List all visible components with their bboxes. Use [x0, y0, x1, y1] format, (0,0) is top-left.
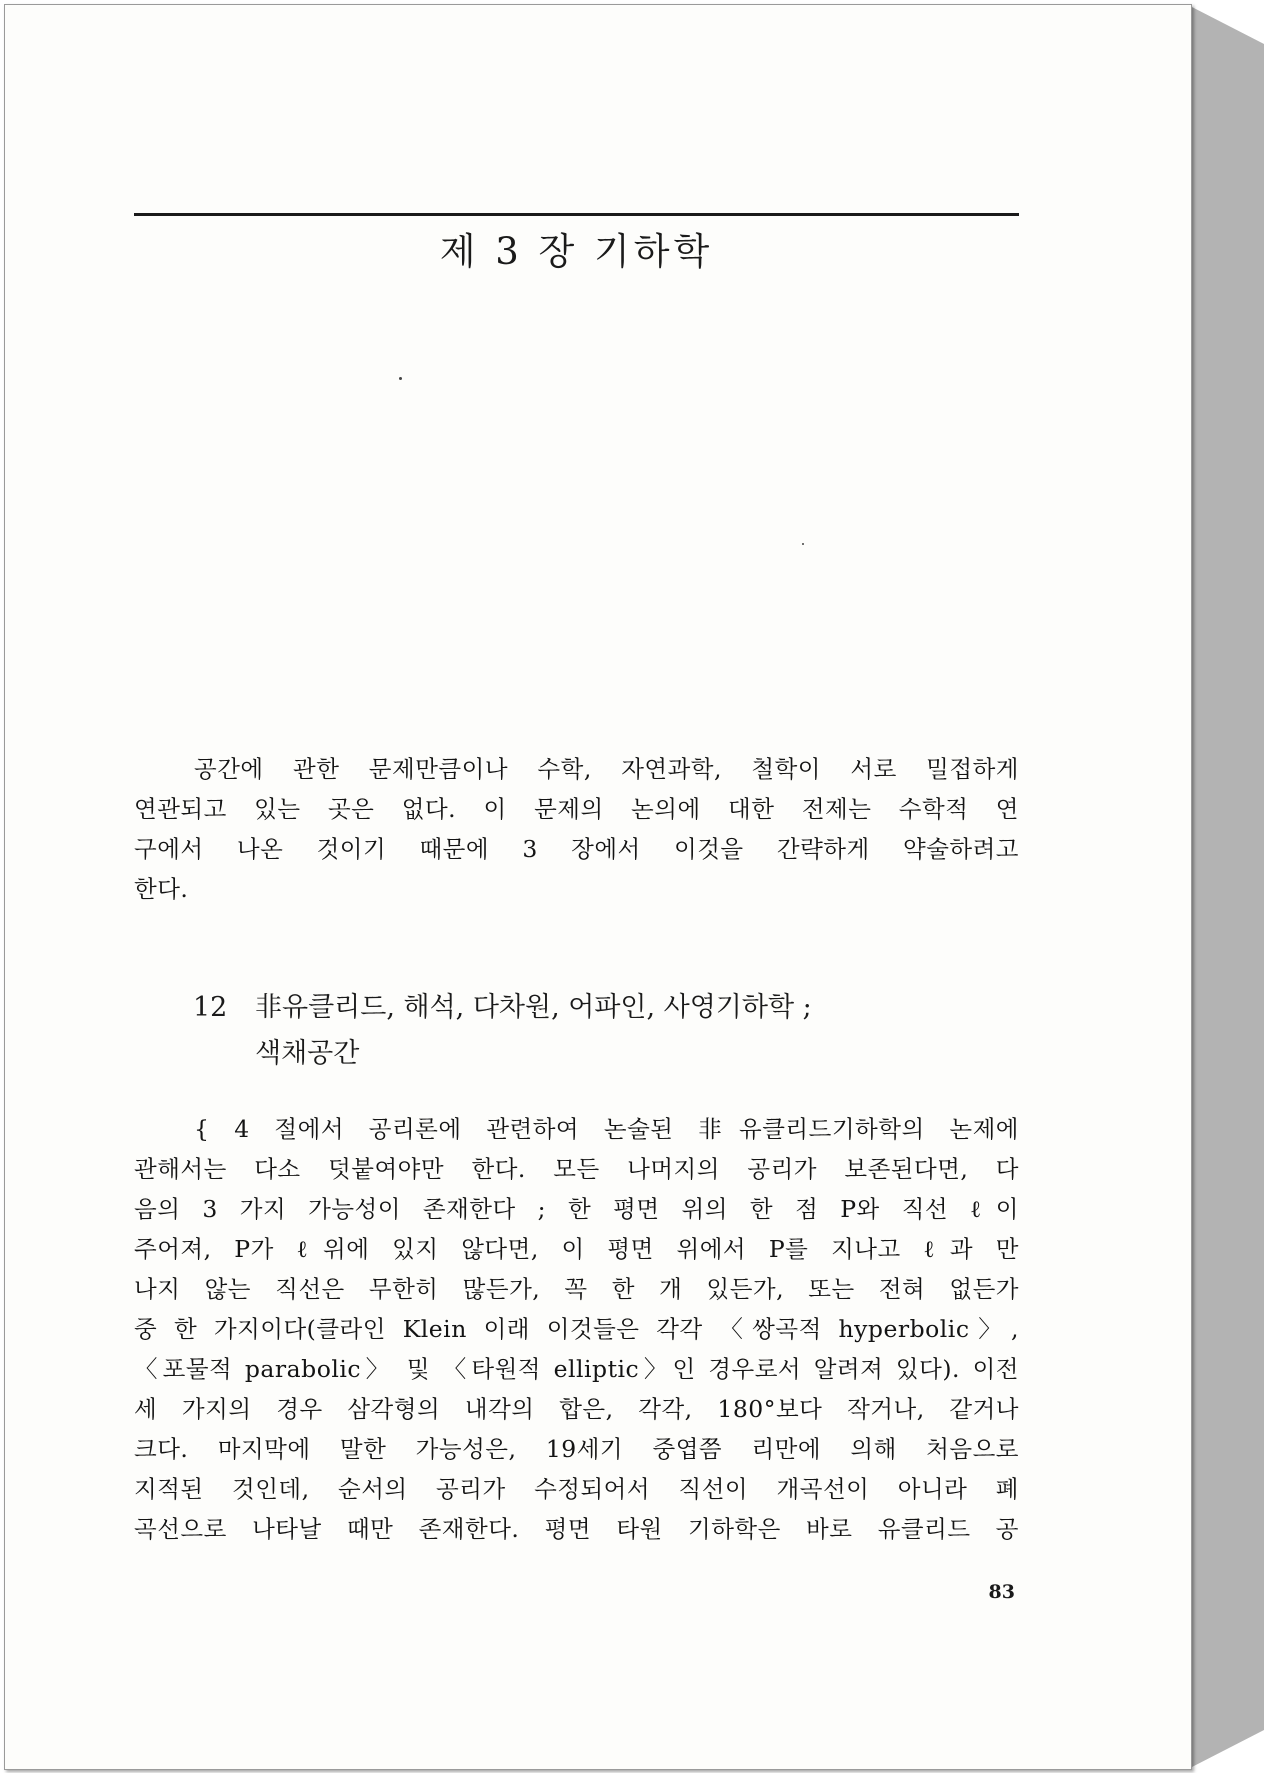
body-line: 크다. 마지막에 말한 가능성은, 19세기 중엽쯤 리만에 의해 처음으로: [134, 1435, 1019, 1463]
body-line: 곡선으로 나타날 때만 존재한다. 평면 타원 기하학은 바로 유클리드 공: [134, 1515, 1019, 1543]
scan-speck: [399, 377, 402, 380]
intro-line: 연관되고 있는 곳은 없다. 이 문제의 논의에 대한 전제는 수학적 연: [134, 795, 1019, 823]
intro-line: 공간에 관한 문제만큼이나 수학, 자연과학, 철학이 서로 밀접하게: [194, 755, 1019, 783]
book-page: [4, 4, 1192, 1770]
section-heading: [193, 985, 993, 1077]
body-line: 〈포물적 parabolic〉 및 〈타원적 elliptic〉인 경우로서 알려져 있다). 이전: [134, 1355, 1019, 1383]
body-line: 지적된 것인데, 순서의 공리가 수정되어서 직선이 개곡선이 아니라 폐: [134, 1475, 1019, 1503]
page-number: 83: [988, 1581, 1015, 1603]
body-line: { 4 절에서 공리론에 관련하여 논술된 非유클리드기하학의 논제에: [194, 1115, 1019, 1143]
section-title-line2: 색채공간: [255, 1038, 360, 1069]
intro-line: 한다.: [134, 875, 189, 903]
book-page-edges: [1190, 6, 1264, 1768]
body-line: 세 가지의 경우 삼각형의 내각의 합은, 각각, 180°보다 작거나, 같거나: [134, 1395, 1019, 1423]
body-line: 주어져, P가 ℓ위에 있지 않다면, 이 평면 위에서 P를 지나고 ℓ과 만: [134, 1235, 1019, 1263]
body-line: 관해서는 다소 덧붙여야만 한다. 모든 나머지의 공리가 보존된다면, 다: [134, 1155, 1019, 1183]
section-number: 12: [193, 992, 228, 1023]
intro-line: 구에서 나온 것이기 때문에 3 장에서 이것을 간략하게 약술하려고: [134, 835, 1019, 863]
scan-speck: [802, 543, 804, 545]
chapter-title: 제 3 장 기하학: [439, 230, 714, 273]
body-line: 중 한 가지이다(클라인 Klein 이래 이것들은 각각 〈쌍곡적 hyperbolic〉,: [134, 1315, 1019, 1343]
section-title-line1: 非유클리드, 해석, 다차원, 어파인, 사영기하학 ;: [255, 992, 812, 1023]
intro-paragraph: [134, 749, 1019, 909]
chapter-rule: [134, 213, 1019, 216]
body-line: 음의 3 가지 가능성이 존재한다 ; 한 평면 위의 한 점 P와 직선 ℓ이: [134, 1195, 1019, 1223]
body-paragraph: [134, 1109, 1019, 1549]
body-line: 나지 않는 직선은 무한히 많든가, 꼭 한 개 있든가, 또는 전혀 없든가: [134, 1275, 1019, 1303]
